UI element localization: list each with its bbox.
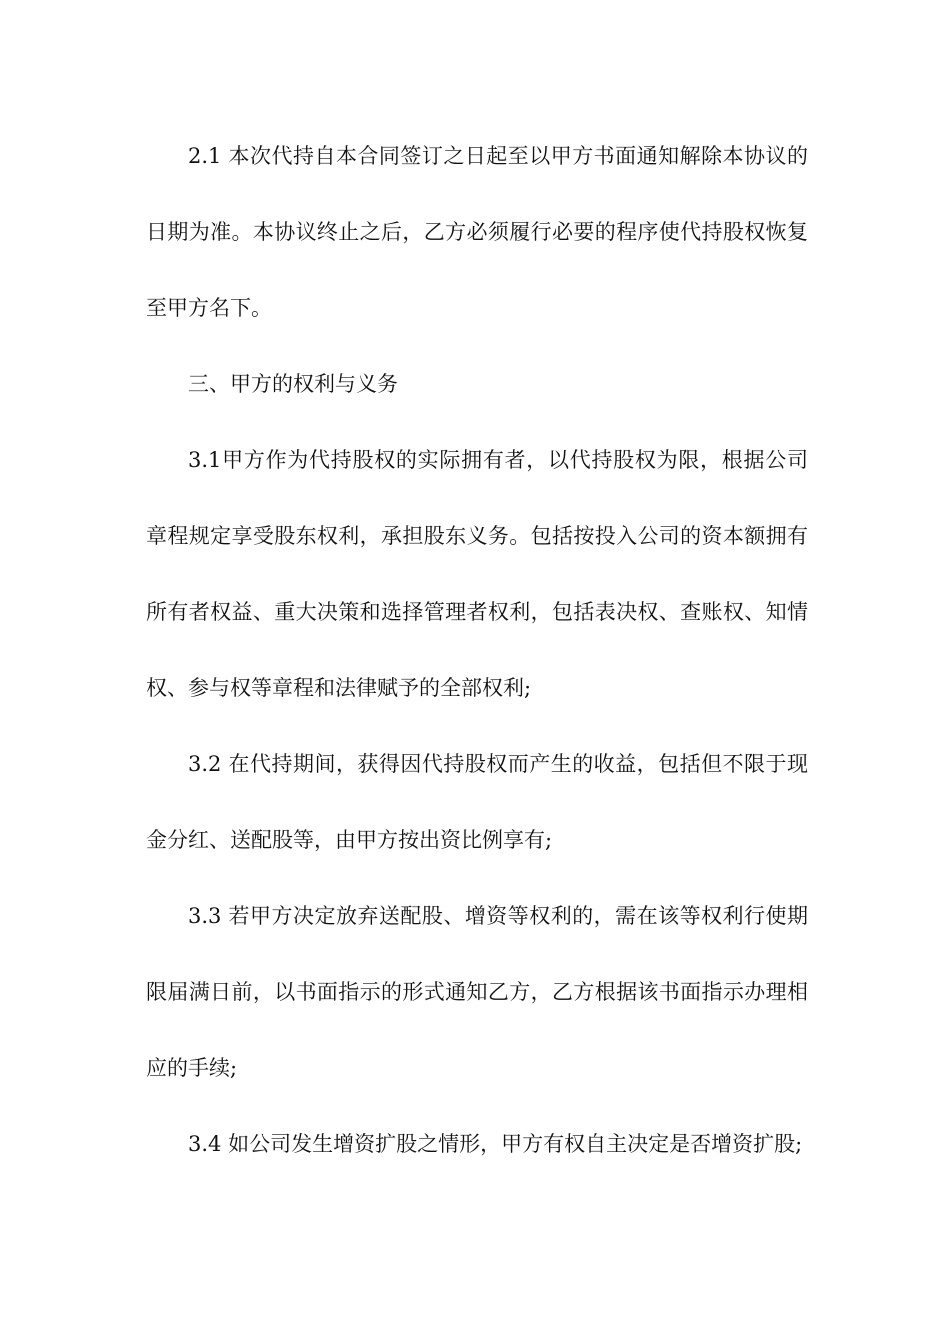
clause-2-1: 2.1 本次代持自本合同签订之日起至以甲方书面通知解除本协议的日期为准。本协议终止之后，乙方必须履行必要的程序使代持股权恢复至甲方名下。	[146, 144, 808, 320]
clause-3-4: 3.4 如公司发生增资扩股之情形，甲方有权自主决定是否增资扩股;	[188, 1132, 803, 1156]
section-heading: 三、甲方的权利与义务	[188, 372, 398, 396]
clause-3-1: 3.1甲方作为代持股权的实际拥有者，以代持股权为限，根据公司章程规定享受股东权利，承担股东义务。包括按投入公司的资本额拥有所有者权益、重大决策和选择管理者权利，包括表决权、查账权、知情权、参与权等章程和法律赋予的全部权利;	[146, 448, 808, 700]
document-body	[146, 118, 808, 1182]
clause-3-2: 3.2 在代持期间，获得因代持股权而产生的收益，包括但不限于现金分红、送配股等，由甲方按出资比例享有;	[146, 752, 808, 852]
clause-3-3: 3.3 若甲方决定放弃送配股、增资等权利的，需在该等权利行使期限届满日前，以书面指示的形式通知乙方，乙方根据该书面指示办理相应的手续;	[146, 904, 808, 1080]
